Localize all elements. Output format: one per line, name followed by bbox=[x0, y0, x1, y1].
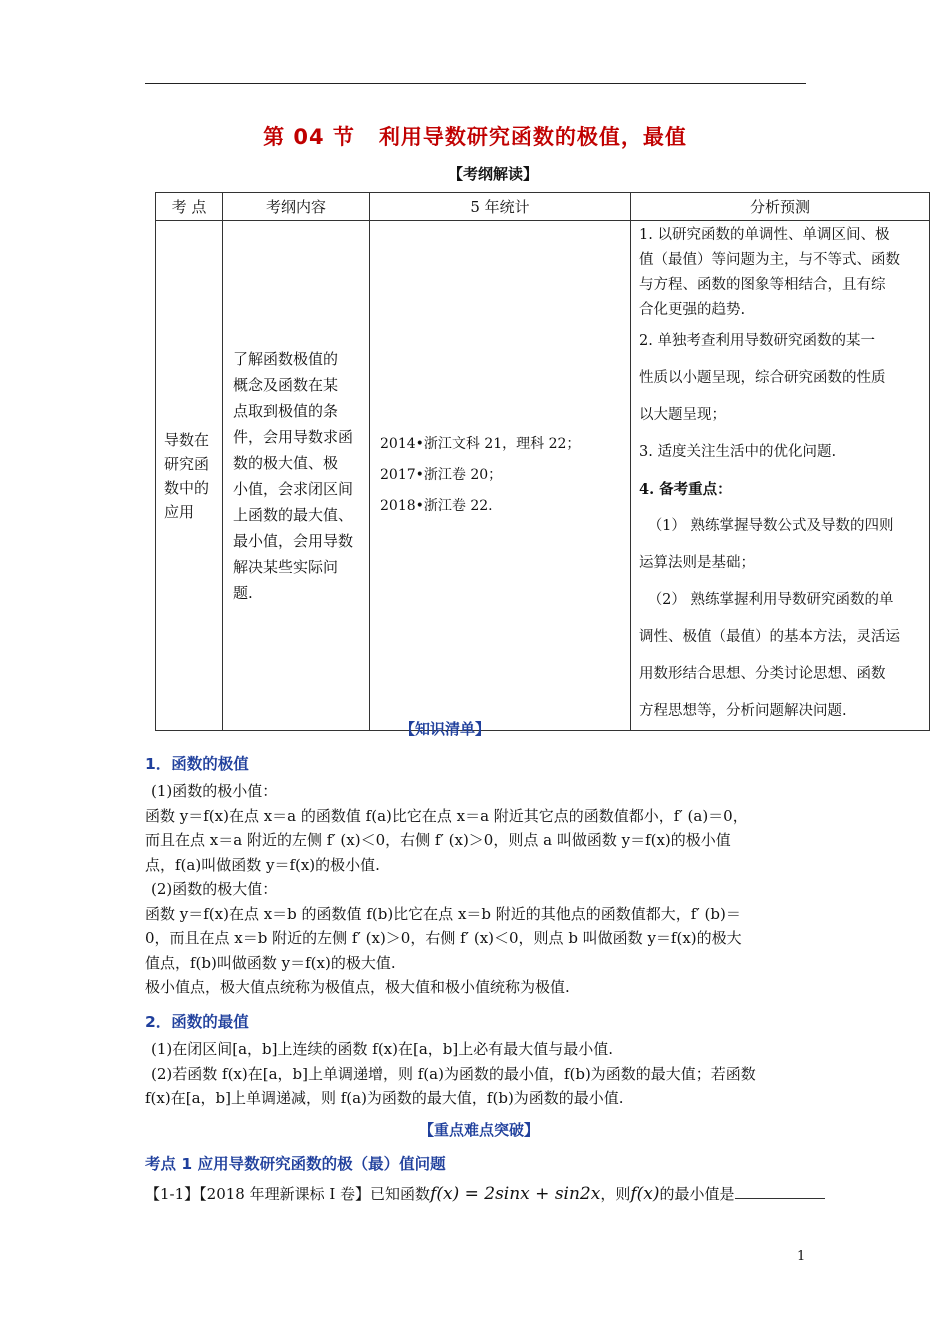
header-content: 考纲内容 bbox=[223, 193, 370, 221]
breakthrough-heading: 【重点难点突破】 bbox=[418, 1121, 539, 1139]
text-line: 点，f(a)叫做函数 y＝f(x)的极小值. bbox=[145, 855, 380, 874]
analysis-line: 运算法则是基础； bbox=[639, 555, 755, 571]
analysis-line: 4. 备考重点： bbox=[639, 481, 732, 498]
problem-text: 的最小值是 bbox=[659, 1185, 735, 1203]
analysis-line: 性质以小题呈现，综合研究函数的性质 bbox=[639, 370, 886, 386]
analysis-line: （1） 熟练掌握导数公式及导数的四则 bbox=[647, 518, 894, 534]
section2-title: 2．函数的最值 bbox=[145, 1013, 249, 1031]
analysis-line: 以大题呈现； bbox=[639, 407, 726, 423]
topic-cell bbox=[156, 221, 223, 731]
header-stats: 5 年统计 bbox=[370, 193, 631, 221]
analysis-line: 与方程、函数的图象等相结合，且有综 bbox=[639, 277, 886, 293]
content-line: 概念及函数在某 bbox=[233, 375, 339, 394]
kaodian-title: 考点 1 应用导数研究函数的极（最）值问题 bbox=[145, 1155, 446, 1173]
text-line: 函数 y＝f(x)在点 x＝a 的函数值 f(a)比它在点 x＝a 附近其它点的函数值都小，f′ (a)＝0， bbox=[145, 806, 748, 825]
stats-line: 2014•浙江文科 21，理科 22； bbox=[380, 436, 581, 452]
text-line: (1)在闭区间[a，b]上连续的函数 f(x)在[a，b]上必有最大值与最小值. bbox=[151, 1040, 613, 1058]
problem-label: 【1-1】【2018 年理新课标 I 卷】已知函数 bbox=[145, 1185, 431, 1203]
content-line: 小值，会求闭区间 bbox=[233, 479, 354, 498]
topic-line: 研究函 bbox=[164, 454, 210, 473]
page-number: 1 bbox=[797, 1249, 806, 1264]
header-topic: 考 点 bbox=[156, 193, 223, 221]
content-line: 点取到极值的条 bbox=[233, 401, 339, 420]
topic-line: 应用 bbox=[164, 502, 195, 521]
analysis-line: （2） 熟练掌握利用导数研究函数的单 bbox=[647, 592, 894, 608]
content-line: 题. bbox=[233, 583, 253, 602]
sub-heading: (2)函数的极大值： bbox=[151, 880, 278, 898]
problem-formula: f(x) bbox=[630, 1184, 660, 1204]
outline-heading: 【考纲解读】 bbox=[447, 165, 538, 183]
topic-line: 导数在 bbox=[164, 430, 210, 449]
text-line: 值点，f(b)叫做函数 y＝f(x)的极大值. bbox=[145, 953, 396, 972]
problem-1-1 bbox=[145, 1182, 825, 1207]
content-line: 件，会用导数求函 bbox=[233, 427, 354, 446]
text-line: 函数 y＝f(x)在点 x＝b 的函数值 f(b)比它在点 x＝b 附近的其他点的函数值都大，f′ (b)＝ bbox=[145, 904, 741, 923]
analysis-line: 合化更强的趋势. bbox=[639, 302, 746, 318]
stats-cell bbox=[370, 221, 631, 731]
table-row bbox=[156, 221, 930, 731]
problem-text: ，则 bbox=[600, 1185, 631, 1203]
analysis-line: 调性、极值（最值）的基本方法，灵活运 bbox=[639, 629, 900, 645]
section-heading: 利用导数研究函数的极值，最值 bbox=[378, 125, 687, 149]
analysis-cell bbox=[631, 221, 930, 731]
topic-line: 数中的 bbox=[164, 478, 210, 497]
header-rule bbox=[145, 83, 806, 84]
text-line: 而且在点 x＝a 附近的左侧 f′ (x)＜0，右侧 f′ (x)＞0，则点 a 叫做函数 y＝f(x)的极小值 bbox=[145, 831, 731, 849]
section1-body bbox=[145, 779, 810, 1000]
text-line: (2)若函数 f(x)在[a，b]上单调递增，则 f(a)为函数的最小值，f(b)为函数的最大值；若函数 bbox=[151, 1064, 756, 1083]
section-number: 第 04 节 bbox=[263, 125, 355, 149]
problem-formula: f(x) = 2sinx + sin2x bbox=[430, 1184, 601, 1204]
analysis-line: 3. 适度关注生活中的优化问题. bbox=[639, 444, 837, 460]
content-line: 解决某些实际问 bbox=[233, 557, 339, 576]
content-line: 上函数的最大值、 bbox=[233, 505, 354, 524]
analysis-line: 用数形结合思想、分类讨论思想、函数 bbox=[639, 666, 886, 682]
knowledge-heading: 【知识清单】 bbox=[399, 720, 490, 738]
analysis-line: 2. 单独考查利用导数研究函数的某一 bbox=[639, 333, 875, 349]
section2-body bbox=[145, 1037, 810, 1111]
content-line: 数的极大值、极 bbox=[233, 453, 339, 472]
text-line: 极小值点，极大值点统称为极值点，极大值和极小值统称为极值. bbox=[145, 978, 570, 996]
syllabus-table bbox=[155, 192, 930, 731]
section1-title: 1．函数的极值 bbox=[145, 755, 249, 773]
text-line: 0，而且在点 x＝b 附近的左侧 f′ (x)＞0，右侧 f′ (x)＜0，则点 b 叫做函数 y＝f(x)的极大 bbox=[145, 929, 742, 947]
content-line: 了解函数极值的 bbox=[233, 349, 339, 368]
header-analysis: 分析预测 bbox=[631, 193, 930, 221]
analysis-line: 1. 以研究函数的单调性、单调区间、极 bbox=[639, 227, 890, 243]
section-title bbox=[0, 121, 950, 151]
stats-line: 2018•浙江卷 22. bbox=[380, 498, 493, 514]
answer-blank[interactable] bbox=[735, 1184, 825, 1199]
sub-heading: (1)函数的极小值： bbox=[151, 782, 278, 800]
analysis-line: 值（最值）等问题为主，与不等式、函数 bbox=[639, 252, 900, 268]
content-cell bbox=[223, 221, 370, 731]
content-line: 最小值，会用导数 bbox=[233, 531, 354, 550]
table-header-row bbox=[156, 193, 930, 221]
analysis-line: 方程思想等，分析问题解决问题. bbox=[639, 703, 847, 719]
text-line: f(x)在[a，b]上单调递减，则 f(a)为函数的最大值，f(b)为函数的最小值. bbox=[145, 1089, 624, 1107]
stats-line: 2017•浙江卷 20； bbox=[380, 467, 503, 483]
